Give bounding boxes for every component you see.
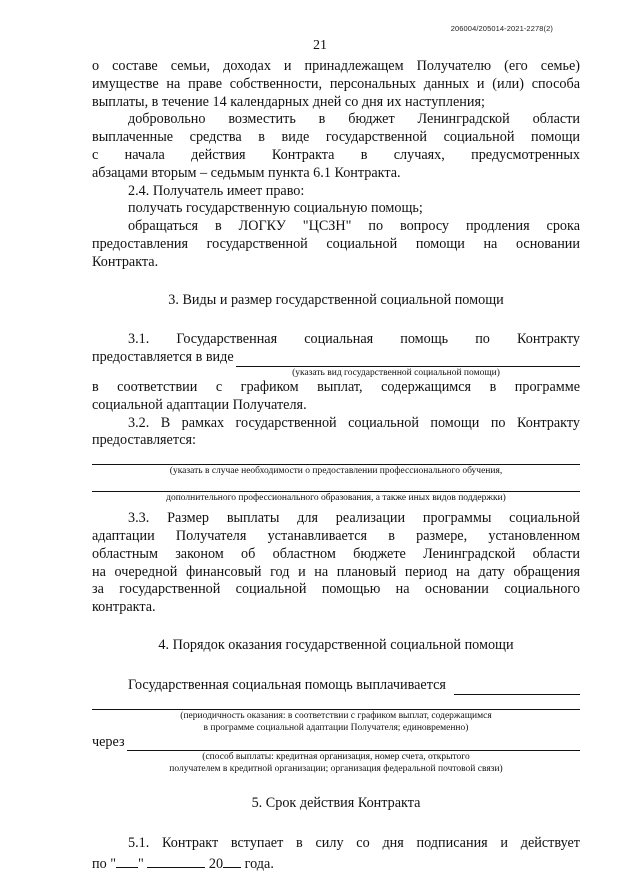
paragraph-line: 3.3. Размер выплаты для реализации программы социальной xyxy=(128,510,580,527)
paragraph-line: выплаченные средства в виде государственной социальной помощи xyxy=(92,129,580,146)
paragraph-line: на очередной финансовый год и на плановый период на дату обращения xyxy=(92,563,580,580)
field-caption: (периодичность оказания: в соответствии с графиком выплат, содержащимся xyxy=(180,710,492,721)
field-caption: получателем в кредитной организации; организация федеральной почтовой связи) xyxy=(169,764,503,775)
paragraph-line: добровольно возместить в бюджет Ленинградской области xyxy=(128,111,580,128)
paragraph-line: за государственной социальной помощью на основании социального xyxy=(92,581,580,598)
paragraph-line: контракта. xyxy=(92,599,156,616)
document-code: 206004/205014-2021-2278(2) xyxy=(450,24,553,33)
paragraph-line: Контракта. xyxy=(92,253,159,270)
paragraph-line: через xyxy=(92,733,125,750)
date-quote: " xyxy=(138,855,144,872)
document-body xyxy=(92,58,580,874)
provision-blank-1[interactable] xyxy=(92,450,580,465)
payment-method-blank[interactable] xyxy=(127,736,580,751)
month-blank[interactable] xyxy=(147,853,205,868)
paragraph-line: предоставления государственной социальной помощи на основании xyxy=(92,235,580,252)
section-4-heading: 4. Порядок оказания государственной социальной помощи xyxy=(158,636,514,653)
field-caption: (способ выплаты: кредитная организация, номер счета, открытого xyxy=(202,752,470,763)
paragraph-line: 3.2. В рамках государственной социальной помощи по Контракту xyxy=(128,414,580,431)
paragraph-line: предоставляется в виде xyxy=(92,349,234,366)
section-5-heading: 5. Срок действия Контракта xyxy=(251,795,421,812)
contract-date-line xyxy=(92,853,580,874)
paragraph-line: абзацами вторым – седьмым пункта 6.1 Контракта. xyxy=(92,164,401,181)
field-caption: дополнительного профессионального образования, а также иных видов поддержки) xyxy=(166,493,506,504)
paragraph-line: о составе семьи, доходах и принадлежащем Получателю (его семье) xyxy=(92,58,580,74)
paragraph-line: областным законом об областном бюджете Ленинградской области xyxy=(92,545,580,562)
kind-of-assistance-blank[interactable] xyxy=(236,352,580,367)
paragraph-line: адаптации Получателя устанавливается в размере, установленном xyxy=(92,527,580,544)
clause-2-4: 2.4. Получатель имеет право: xyxy=(128,182,305,199)
provision-blank-2[interactable] xyxy=(92,477,580,492)
kind-of-assistance-row xyxy=(92,349,580,367)
paragraph-line: в соответствии с графиком выплат, содержащимся в программе xyxy=(92,378,580,395)
paragraph-line: предоставляется: xyxy=(92,432,196,449)
field-caption: (указать в случае необходимости о предоставлении профессионального обучения, xyxy=(169,466,503,477)
field-caption: (указать вид государственной социальной помощи) xyxy=(292,367,500,378)
paragraph-line: социальной адаптации Получателя. xyxy=(92,396,307,413)
periodicity-blank-2[interactable] xyxy=(92,695,580,710)
paragraph-line: 3.1. Государственная социальная помощь по Контракту xyxy=(128,331,580,348)
paragraph-line: выплаты, в течение 14 календарных дней со дня их наступления; xyxy=(92,93,485,110)
day-blank[interactable] xyxy=(116,853,138,868)
field-caption: в программе социальной адаптации Получателя; единовременно) xyxy=(203,722,469,733)
date-suffix: года. xyxy=(244,855,274,872)
paragraph-line: с начала действия Контракта в случаях, предусмотренных xyxy=(92,146,580,163)
periodicity-blank[interactable] xyxy=(454,680,580,695)
year-blank[interactable] xyxy=(223,853,241,868)
date-prefix: по " xyxy=(92,855,117,872)
section-3-heading: 3. Виды и размер государственной социальной помощи xyxy=(168,291,504,308)
payment-method-row xyxy=(92,734,580,752)
paragraph-line: Государственная социальная помощь выплачивается xyxy=(128,676,446,693)
page-number: 21 xyxy=(313,38,327,53)
paragraph-line: 5.1. Контракт вступает в силу со дня подписания и действует xyxy=(128,835,580,852)
paragraph-line: обращаться в ЛОГКУ "ЦСЗН" по вопросу продления срока xyxy=(128,218,580,235)
payment-periodicity-row xyxy=(92,677,580,695)
year-prefix: 20 xyxy=(208,855,224,872)
paragraph-line: получать государственную социальную помощь; xyxy=(128,200,423,217)
paragraph-line: имуществе на праве собственности, персональных данных и (или) способа xyxy=(92,75,580,92)
